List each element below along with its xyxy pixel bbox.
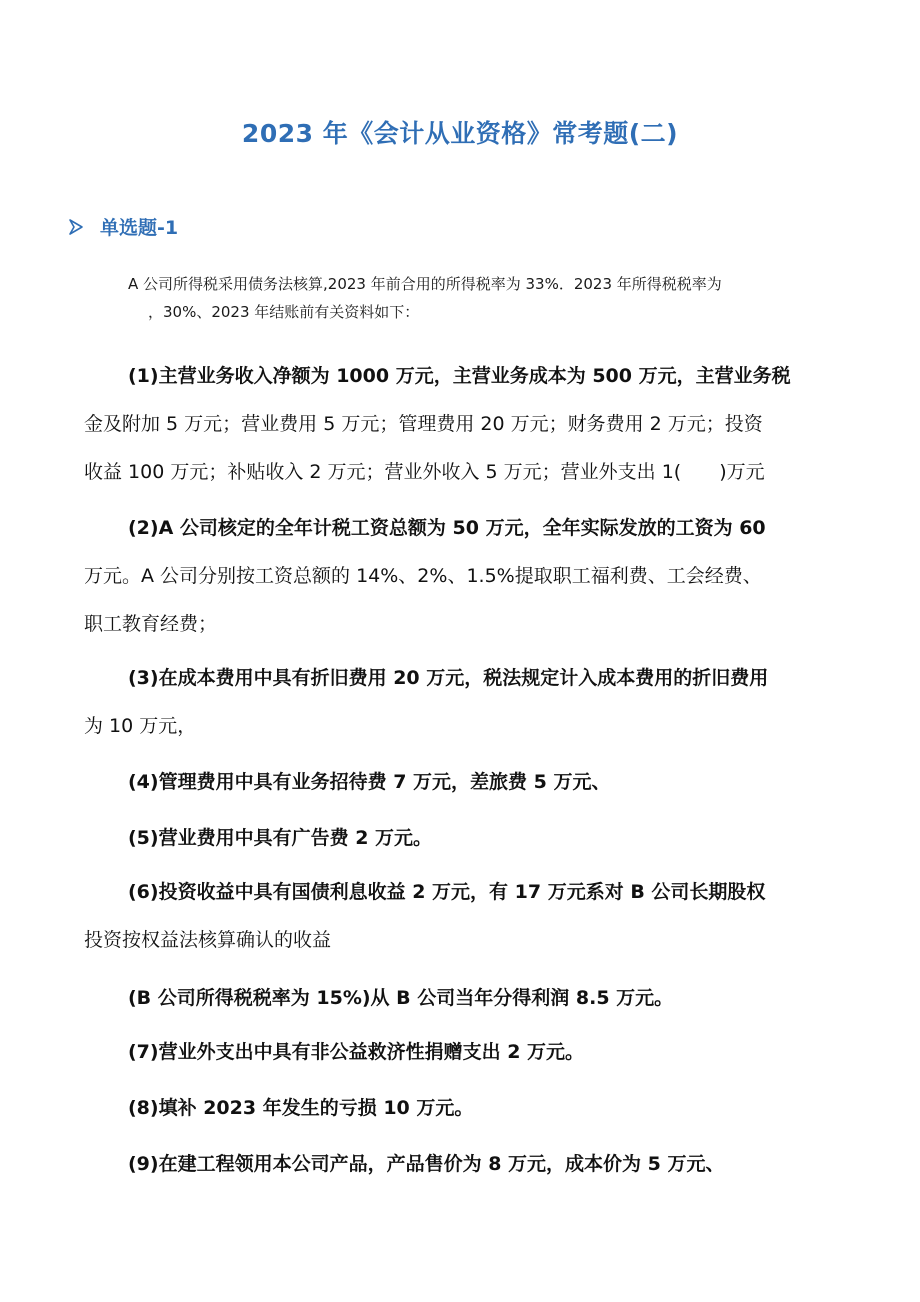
item-line: (5)营业费用中具有广告费 2 万元。 <box>128 827 433 849</box>
item-line: (6)投资收益中具有国债利息收益 2 万元，有 17 万元系对 B 公司长期股权 <box>128 881 766 903</box>
item-line: (4)管理费用中具有业务招待费 7 万元，差旅费 5 万元、 <box>128 771 611 793</box>
question-item-2 <box>84 504 840 648</box>
item-line: 金及附加 5 万元；营业费用 5 万元；管理费用 20 万元；财务费用 2 万元；投资 <box>84 413 763 435</box>
question-item-1 <box>84 352 840 496</box>
question-item-4 <box>84 758 840 806</box>
document-title: 2023 年《会计从业资格》常考题(二) <box>241 119 679 148</box>
item-line: 收益 100 万元；补贴收入 2 万元；营业外收入 5 万元；营业外支出 1( )万元 <box>84 461 765 483</box>
item-line: (1)主营业务收入净额为 1000 万元，主营业务成本为 500 万元，主营业务税 <box>128 365 791 387</box>
arrow-bullet-icon <box>68 217 84 237</box>
intro-line: ，30%、2023 年结账前有关资料如下： <box>148 303 420 321</box>
question-item-6 <box>84 868 840 964</box>
question-item-5 <box>84 814 840 862</box>
question-item-9 <box>84 1140 840 1188</box>
question-item-3 <box>84 654 840 750</box>
question-item-7 <box>84 1028 840 1076</box>
item-line: (3)在成本费用中具有折旧费用 20 万元，税法规定计入成本费用的折旧费用 <box>128 667 769 689</box>
question-item-6-note <box>84 974 840 1022</box>
item-line: (8)填补 2023 年发生的亏损 10 万元。 <box>128 1097 474 1119</box>
item-line: (2)A 公司核定的全年计税工资总额为 50 万元，全年实际发放的工资为 60 <box>128 517 766 539</box>
item-line: (9)在建工程领用本公司产品，产品售价为 8 万元，成本价为 5 万元、 <box>128 1153 725 1175</box>
item-line: 为 10 万元， <box>84 715 197 737</box>
intro-paragraph <box>84 270 844 326</box>
item-line: (7)营业外支出中具有非公益救济性捐赠支出 2 万元。 <box>128 1041 585 1063</box>
item-line: (B 公司所得税税率为 15%)从 B 公司当年分得利润 8.5 万元。 <box>128 987 674 1009</box>
item-line: 万元。A 公司分别按工资总额的 14%、2%、1.5%提取职工福利费、工会经费、 <box>84 565 762 587</box>
item-line: 投资按权益法核算确认的收益 <box>84 929 332 951</box>
question-item-8 <box>84 1084 840 1132</box>
section-label: 单选题-1 <box>100 217 179 239</box>
section-heading <box>68 213 178 240</box>
intro-line: A 公司所得税采用债务法核算,2023 年前合用的所得税率为 33%．2023 年所得税税率为 <box>128 275 722 293</box>
item-line: 职工教育经费； <box>84 613 218 635</box>
